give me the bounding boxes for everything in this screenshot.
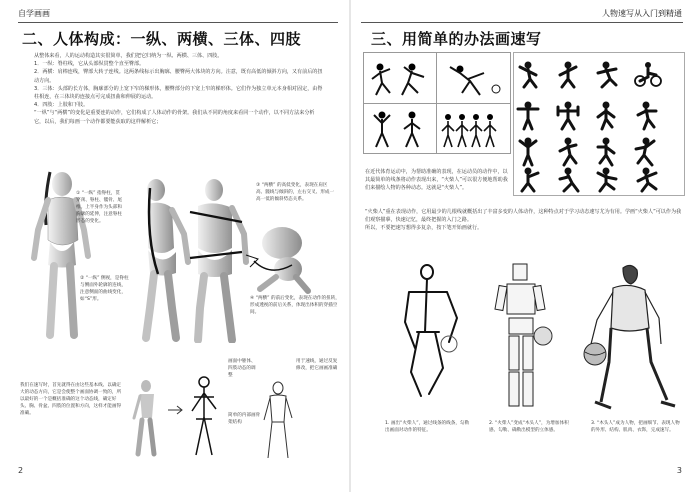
body-text-right-top (365, 168, 511, 193)
mannequin-small-figure (128, 378, 168, 458)
page-number-left: 2 (18, 466, 24, 475)
caption-one-vertical: ① “一纵” 指脊柱，贯穿颈、脊柱、骶骨、尾椎。上半身作为头部和胸廓的延伸，注意脊柱形态的变化。 (76, 191, 122, 224)
header-rule-right (361, 22, 683, 23)
caption-twist: ④ “两横” 的前后变化，表现在动作的扭转，形成透视的前后关系，体现出体积的穿插空间。 (250, 296, 340, 315)
paragraph: 在近代体育运动中，为帮助准确的表现，在运动员的动作中，以其最简单的线条将动作表现出来，“火柴人”可以很方便地帮助我们来描绘人物的各种动态。这就是“火柴人”。 (365, 169, 508, 192)
page-number-right: 3 (676, 466, 682, 475)
outline-sketch-figure (258, 380, 298, 460)
stick-figure-icon (368, 59, 432, 99)
pictogram-icon (514, 53, 684, 195)
page-title-right: 三、用简单的办法画速写 (371, 30, 542, 48)
paragraph: 从整体来看，人的运动构造其实很简单，我们把它归纳为一纵、两横、三体、四肢。 (34, 53, 223, 59)
paragraph: “一纵”与“两横”的变化是重要连的动作，它们构成了人体动作的骨架。我们从不同的角度来看同一个动作，以不同方法来分析它，以后，我们每画一个动作都要能获取的这样解析它； (34, 110, 315, 125)
step-caption-one: 1. 画出“火柴人”，通过线条的线条，勾勒出画面对动作的特征。 (385, 421, 470, 433)
caption-side-view: ② “一纵” 侧视，是脊柱与侧面外轮廓的连线，注意侧面的曲线变化，如“S”形。 (80, 276, 129, 302)
body-text-right (365, 208, 683, 233)
right-page (351, 0, 700, 492)
caption-skeleton: 简单的内部画骨架结构 (228, 413, 261, 425)
body-text-left (34, 52, 324, 126)
stick-man-sketch (399, 262, 469, 402)
header-rule-left (18, 22, 338, 23)
stick-figure-grid (363, 52, 511, 154)
step-caption-three: 3. “木头人”成为人物，把画细节、表现人物的外形、结构、肌肉、衣饰，完成速写。 (591, 421, 680, 433)
paragraph: 4．四肢：上肢和下肢。 (34, 102, 89, 109)
left-page (0, 0, 349, 492)
caption-refine: 用于速线，通过反复修改，把它画画准确 (296, 359, 338, 371)
pictogram-panel (513, 52, 685, 196)
caption-two-horizontal: ③ “两横” 的高低变化，表现在肩区高、髋线与倾斜的，左右交叉、形成一高一低的倾斜势态关系。 (256, 183, 335, 202)
mannequin-twist-figure (240, 225, 320, 295)
running-head-right: 人物速写从入门到精通 (602, 9, 682, 18)
running-head-left: 自学画画 (18, 9, 50, 18)
paragraph: “火柴人”重在表现动作，它用最少的几根线就概括出了丰富多变的人体动作，这种特点对于学习动态速写尤为有用。学画“火柴人”可以作为我们观察描摹，快速记忆，最终把握的入门之路。 (365, 209, 682, 224)
stick-figure-icon (440, 59, 506, 99)
step-caption-two: 2. “火柴人”变成“木头人”，为增加体积感、勾勒、确勒出模型的立体感。 (489, 421, 569, 433)
paragraph: 3．三体：头部的长方体，胸廓部分的上宽下窄的梯形体，腰臀部分的下宽上窄的梯形体。它们作为独立单元本身相对固定，由脊柱相连，在三体块的连接点可完成扭曲和伸展的运动。 (34, 85, 323, 101)
paragraph: 所以，不要把速写想得多复杂，按下笔开始画就行。 (365, 225, 483, 232)
basketball-player-sketch (579, 262, 679, 412)
page-title-left: 二、人体构成：一纵、两横、三体、四肢 (22, 30, 302, 48)
paragraph: 1．一纵：脊柱线，它从头部纵贯整个直至臀部。 (34, 61, 145, 68)
stick-skeleton-figure (186, 375, 222, 460)
stick-figure-icon (440, 109, 506, 149)
paragraph: 2．两横：肩棒连线，臀部大转子连线。这两条线标示出胸廓、腰臀两大体块的方向。注意，既有高低的倾斜方向，又有前后的扭动方向。 (34, 69, 323, 84)
wooden-man-sketch (491, 262, 561, 412)
arrow-icon (168, 405, 184, 415)
stick-figure-icon (368, 109, 432, 149)
caption-quick-sketch: 我们在速写时，首先就得在由这些基本线、以确定大的动态方向，它是会使整个画面协调一致的，所以最好的一个是概括准确的这个动态线，确定好头、胸、骨盆、四肢的位置和方向，这样才能画得准确。 (20, 383, 122, 416)
caption-adjust: 画面中躯体、四肢动态的调整 (228, 359, 256, 378)
